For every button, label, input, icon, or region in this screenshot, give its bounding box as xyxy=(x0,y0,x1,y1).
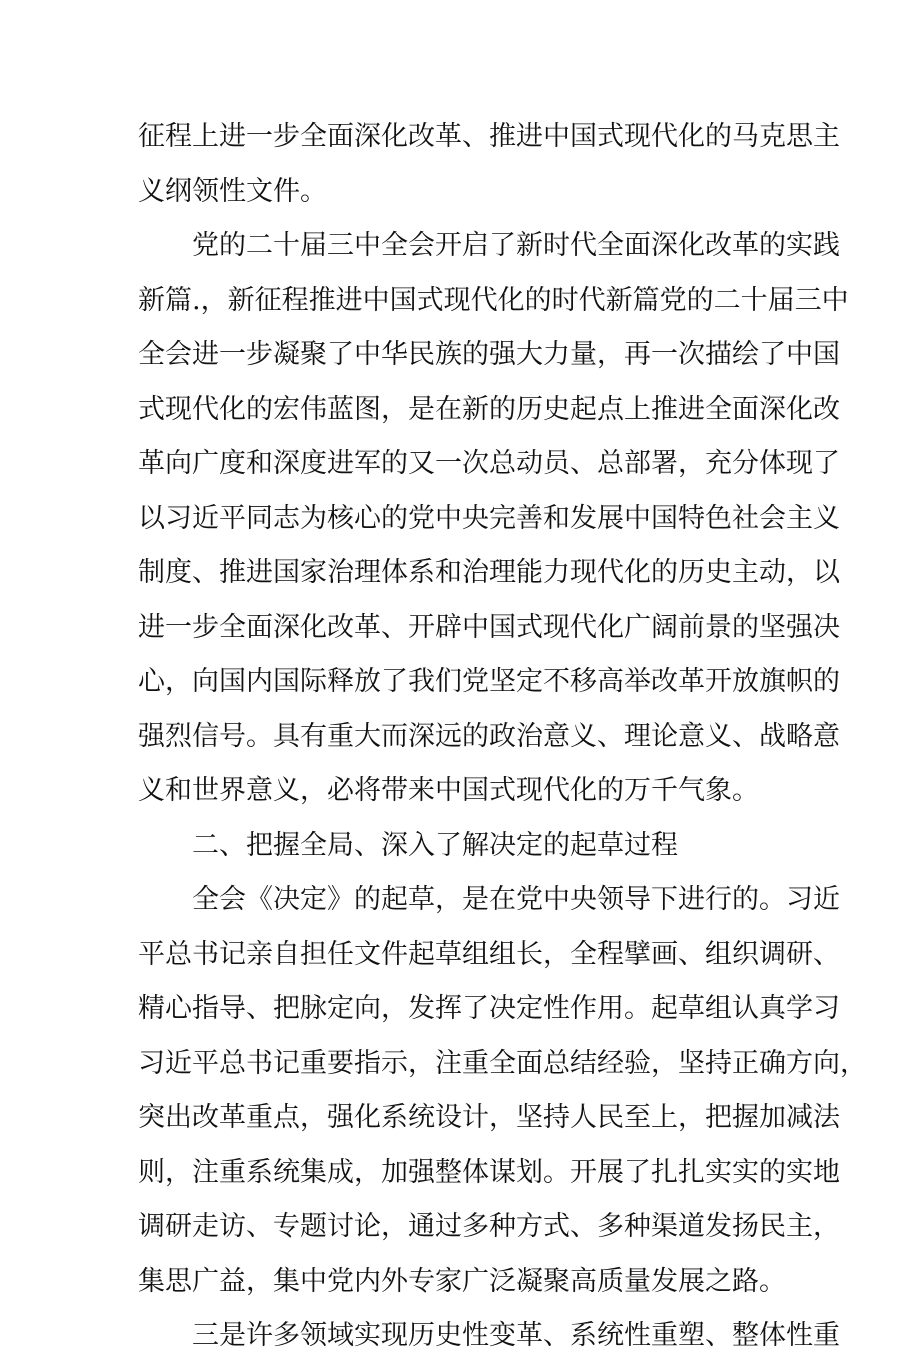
text-line: 三是许多领域实现历史性变革、系统性重塑、整体性重 xyxy=(192,1320,840,1351)
text-line: 则，注重系统集成，加强整体谋划。开展了扎扎实实的实地 xyxy=(138,1156,840,1188)
text-line: 新篇.，新征程推进中国式现代化的时代新篇党的二十届三中 xyxy=(138,284,849,316)
text-line: 义纲领性文件。 xyxy=(138,175,327,207)
text-line: 进一步全面深化改革、开辟中国式现代化广阔前景的坚强决 xyxy=(138,611,840,643)
text-line: 心，向国内国际释放了我们党坚定不移高举改革开放旗帜的 xyxy=(138,666,840,697)
text-line: 式现代化的宏伟蓝图，是在新的历史起点上推进全面深化改 xyxy=(138,393,840,425)
paragraph xyxy=(138,819,798,874)
text-line: 二、把握全局、深入了解决定的起草过程 xyxy=(192,829,678,861)
text-line: 精心指导、把脉定向，发挥了决定性作用。起草组认真学习 xyxy=(138,993,840,1024)
paragraph xyxy=(138,1309,840,1364)
text-line: 习近平总书记重要指示，注重全面总结经验，坚持正确方向， xyxy=(138,1047,867,1079)
text-line: 全会进一步凝聚了中华民族的强大力量，再一次描绘了中国 xyxy=(138,339,840,370)
paragraph xyxy=(138,219,849,819)
text-line: 革向广度和深度进军的又一次总动员、总部署，充分体现了 xyxy=(138,448,840,479)
text-line: 突出改革重点，强化系统设计，坚持人民至上，把握加减法 xyxy=(138,1102,840,1133)
text-line: 党的二十届三中全会开启了新时代全面深化改革的实践 xyxy=(192,230,840,261)
body-text xyxy=(138,110,867,1364)
text-line: 强烈信号。具有重大而深远的政治意义、理论意义、战略意 xyxy=(138,720,840,752)
paragraph xyxy=(138,110,840,219)
text-line: 义和世界意义，必将带来中国式现代化的万千气象。 xyxy=(138,775,759,806)
text-line: 平总书记亲自担任文件起草组组长，全程擘画、组织调研、 xyxy=(138,938,840,970)
text-line: 全会《决定》的起草，是在党中央领导下进行的。习近 xyxy=(192,884,840,915)
text-line: 集思广益，集中党内外专家广泛凝聚高质量发展之路。 xyxy=(138,1265,786,1297)
paragraph xyxy=(138,873,867,1309)
text-line: 调研走访、专题讨论，通过多种方式、多种渠道发扬民主， xyxy=(138,1211,840,1242)
text-line: 征程上进一步全面深化改革、推进中国式现代化的马克思主 xyxy=(138,121,840,152)
text-line: 制度、推进国家治理体系和治理能力现代化的历史主动，以 xyxy=(138,557,840,588)
text-line: 以习近平同志为核心的党中央完善和发展中国特色社会主义 xyxy=(138,502,840,534)
